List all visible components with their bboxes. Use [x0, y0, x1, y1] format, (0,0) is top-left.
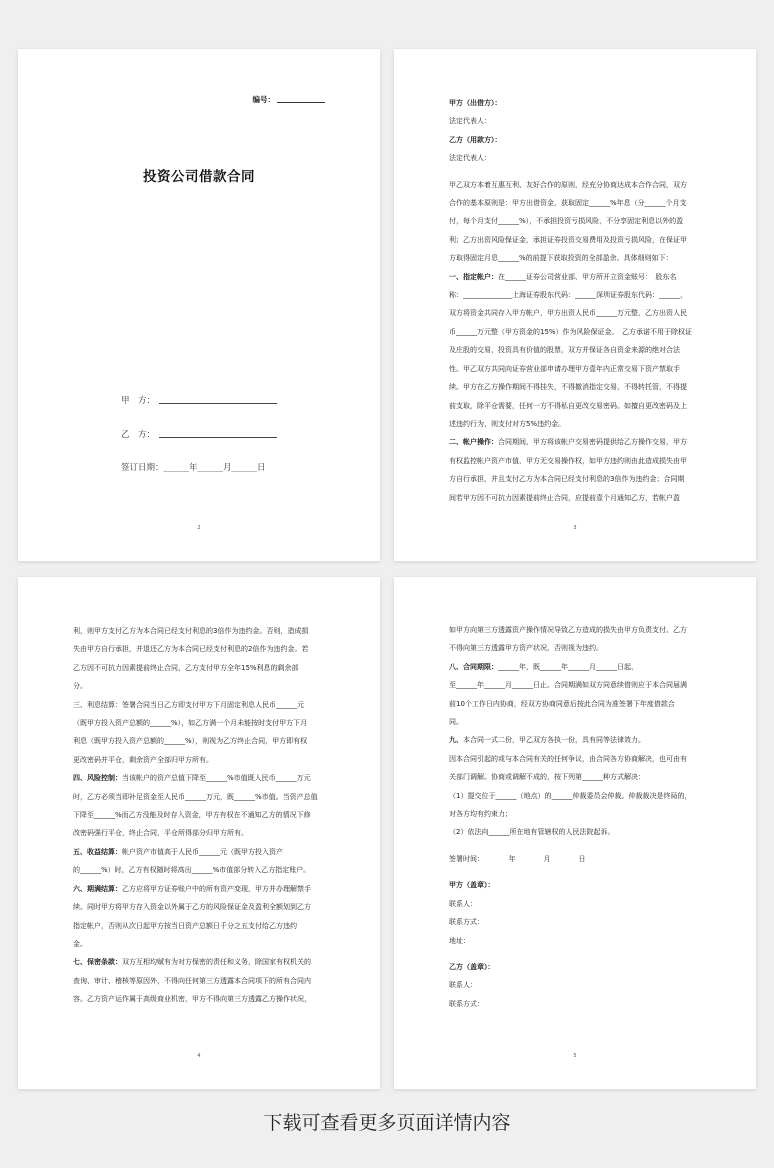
line-text: 容。乙方资产运作属于高级商业机密，甲方不得向第三方透露乙方操作状况， — [73, 995, 311, 1004]
clause-heading: 二、帐户操作： — [449, 438, 498, 447]
text-line — [449, 433, 704, 451]
line-text: （1）提交位于______（地点）的______仲裁委员会仲裁。仲裁裁决是终局的， — [449, 791, 692, 800]
text-line — [449, 304, 704, 322]
line-text: 关部门调解。协商或调解不成的，按下列第______种方式解决： — [449, 773, 645, 782]
text-line — [449, 323, 704, 341]
line-text: （既甲方投入资产总额的______%），如乙方满一个月未能按时支付甲方下月 — [73, 719, 308, 728]
line-text: 甲乙双方本着互惠互利、友好合作的原则，经充分协商达成本合作合同，双方 — [449, 180, 687, 189]
line-text: 因本合同引起的或与本合同有关的任何争议，由合同各方协商解决，也可由有 — [449, 754, 687, 763]
line-text: 利；乙方出资风险保证金，承担证券投资交易费用及投资亏损风险，在保证甲 — [449, 235, 687, 244]
line-text: 前支取，除平仓需要，任何一方不得私自更改交易密码。如擅自更改密码及上 — [449, 401, 687, 410]
text-line — [449, 268, 704, 286]
line-text: 利息（既甲方投入资产总额的______%），则视为乙方终止合同，甲方即有权 — [73, 737, 308, 746]
text-line — [73, 917, 328, 935]
text-line — [449, 913, 704, 931]
paragraph-gap — [449, 842, 704, 850]
line-text: 合同期间，甲方将该帐户交易密码提供给乙方操作交易，甲方 — [498, 438, 687, 447]
text-line — [73, 622, 328, 640]
text-line — [449, 149, 704, 167]
line-text: 的______%）时，乙方有权随时将高出______%市值部分转入乙方指定账户。 — [73, 866, 311, 875]
text-line — [449, 932, 704, 950]
page-number: 4 — [197, 1053, 201, 1059]
line-text: 币______万元整（甲方资金的15%）作为风险保证金。 乙方承诺不用于除权证 — [449, 327, 693, 336]
party-b-label: 乙 方： — [121, 430, 156, 440]
text-line — [449, 805, 704, 823]
text-line — [449, 750, 704, 768]
party-b-line — [121, 428, 277, 440]
text-line — [449, 876, 704, 894]
text-line — [449, 249, 704, 267]
line-text: 下降至______%而乙方没能及时存入资金，甲方有权在不通知乙方的情况下修 — [73, 811, 311, 820]
line-text: 指定帐户，否则从次日起甲方按当日资产总额日千分之五支付给乙方违约 — [73, 921, 297, 930]
clause-heading: 九、 — [449, 736, 463, 745]
text-line — [73, 898, 328, 916]
text-line — [449, 131, 704, 149]
text-line — [449, 895, 704, 913]
line-text: 联系人： — [449, 981, 477, 990]
text-line — [449, 397, 704, 415]
text-line — [449, 713, 704, 731]
line-text: 付，每个月支付______%），不承担投资亏损风险，不分享固定利息以外的盈 — [449, 217, 684, 226]
text-line — [73, 769, 328, 787]
line-text: 不得向第三方透露甲方资产状况，否则视为违约。 — [449, 644, 603, 653]
serial-number-label — [253, 94, 326, 105]
line-text: ______年，既______年______月______日起， — [498, 662, 638, 671]
paragraph-gap — [449, 868, 704, 876]
text-line — [73, 935, 328, 953]
clause-heading: 甲方（盖章）： — [449, 881, 495, 890]
text-line — [449, 415, 704, 433]
line-text: 当该帐户的资产总值下降至______%市值既人民币______万元 — [122, 774, 311, 783]
line-text: 金。 — [73, 939, 87, 948]
line-text: 对各方均有约束力； — [449, 810, 512, 819]
line-text: （2）依法向______所在地有管辖权的人民法院起诉。 — [449, 828, 615, 837]
line-text: 三、利息结算：签署合同当日乙方即支付甲方下月固定利息人民币______元 — [73, 700, 304, 709]
line-text: 至______年______月______日止。合同期满如双方同意续借则应于本合同届满 — [449, 681, 687, 690]
line-text: 更改密码并平仓，剩余资产全部归甲方所有。 — [73, 755, 213, 764]
line-text: 前10个工作日内协商，经双方协商同意后按此合同为准签署下年度借款合 — [449, 699, 675, 708]
text-line — [73, 843, 328, 861]
text-line — [73, 990, 328, 1008]
text-line — [449, 176, 704, 194]
text-line — [449, 378, 704, 396]
line-text: 联系方式： — [449, 918, 484, 927]
clause-heading: 四、风险控制： — [73, 774, 122, 783]
line-text: 联系人： — [449, 899, 477, 908]
text-line — [449, 823, 704, 841]
text-line — [449, 341, 704, 359]
page-body — [449, 621, 704, 1013]
line-text: 称：______________上海证券股东代码：______深圳证券股东代码：______， — [449, 291, 687, 300]
text-line — [73, 714, 328, 732]
document-page-2 — [394, 49, 756, 561]
text-line — [73, 880, 328, 898]
clause-heading: 七、保密条款： — [73, 958, 122, 967]
sign-date-line: 签订日期：______年______月______日 — [121, 463, 266, 473]
serial-underline — [277, 102, 325, 103]
text-line — [449, 676, 704, 694]
contract-title: 投资公司借款合同 — [143, 169, 255, 185]
line-text: 同。 — [449, 718, 463, 727]
text-line — [449, 112, 704, 130]
line-text: 及庄股的交易，投资具有价值的股票，双方并保证各自资金来源的绝对合法 — [449, 346, 680, 355]
text-line — [73, 640, 328, 658]
document-page-1 — [18, 49, 380, 561]
text-line — [449, 958, 704, 976]
line-text: 联系方式： — [449, 999, 484, 1008]
line-text: 查询、审计、稽核等原因外，不得向任何第三方透露本合同项下的所有合同内 — [73, 976, 311, 985]
text-line — [449, 850, 704, 868]
clause-heading: 六、期满结算： — [73, 884, 122, 893]
download-more-caption: 下载可查看更多页面详情内容 — [263, 1112, 511, 1134]
clause-heading: 乙方（盖章）： — [449, 962, 495, 971]
line-text: 性。甲乙双方共同向证券营业部申请办理甲方壹年内正常交易下资产禁取手 — [449, 364, 680, 373]
text-line — [73, 806, 328, 824]
page-body — [73, 622, 328, 1009]
text-line — [449, 976, 704, 994]
line-text: 帐户资产市值高于人民币______元（既甲方投入资产 — [122, 847, 283, 856]
party-b-underline — [159, 437, 277, 438]
line-text: 双方将资金共同存入甲方帐户，甲方出资人民币______万元整，乙方出资人民 — [449, 309, 687, 318]
line-text: 述违约行为，则支付对方5%违约金。 — [449, 419, 566, 428]
text-line — [73, 953, 328, 971]
text-line — [73, 824, 328, 842]
page-number: 3 — [573, 525, 577, 531]
line-text: 乙方应将甲方证券账户中的所有资产变现，甲方并办理解禁手 — [122, 884, 311, 893]
text-line — [449, 470, 704, 488]
text-line — [449, 787, 704, 805]
line-text: 改密码强行平仓，终止合同，平仓所得部分归甲方所有。 — [73, 829, 248, 838]
text-line — [449, 995, 704, 1013]
clause-heading: 一、指定帐户： — [449, 272, 498, 281]
clause-heading: 甲方（出借方）： — [449, 99, 502, 107]
text-line — [73, 751, 328, 769]
party-a-label: 甲 方： — [121, 396, 156, 406]
text-line — [73, 732, 328, 750]
text-line — [73, 972, 328, 990]
text-line — [449, 452, 704, 470]
text-line — [449, 489, 704, 507]
party-a-underline — [159, 403, 277, 404]
line-text: 签署时间： 年 月 日 — [449, 854, 586, 863]
text-line — [449, 94, 704, 112]
clause-heading: 五、收益结算： — [73, 847, 122, 856]
text-line — [73, 788, 328, 806]
line-text: 方自行承担，并且支付乙方为本合同已经支付利息的3倍作为违约金；合同期 — [449, 475, 685, 484]
text-line — [449, 639, 704, 657]
line-text: 法定代表人： — [449, 117, 491, 126]
paragraph-gap — [449, 168, 704, 176]
line-text: 乙方因不可抗力因素提前终止合同，乙方支付甲方全年15%利息的剩余部 — [73, 663, 299, 672]
party-a-line — [121, 394, 277, 406]
line-text: 在______证券公司营业部，甲方所开立资金账号： 股东名 — [498, 272, 677, 281]
text-line — [73, 659, 328, 677]
text-line — [449, 695, 704, 713]
text-line — [449, 194, 704, 212]
text-line — [73, 861, 328, 879]
line-text: 本合同一式二份，甲乙双方各执一份，具有同等法律效力。 — [463, 736, 645, 745]
text-line — [449, 231, 704, 249]
text-line — [449, 731, 704, 749]
text-line — [73, 696, 328, 714]
line-text: 间若甲方因不可抗力因素提前终止合同，应提前壹个月通知乙方，若帐户盈 — [449, 493, 680, 502]
paragraph-gap — [449, 950, 704, 958]
page-body — [449, 94, 704, 507]
line-text: 失由甲方自行承担，并退还乙方为本合同已经支付利息的2倍作为违约金。若 — [73, 645, 309, 654]
text-line — [449, 621, 704, 639]
text-line — [449, 212, 704, 230]
line-text: 续。同时甲方将甲方存入资金以外属于乙方的风险保证金及盈利全额划到乙方 — [73, 903, 311, 912]
line-text: 合作的基本原则是：甲方出借资金，获取固定______%年息（分______个月支 — [449, 199, 687, 208]
document-page-3 — [18, 577, 380, 1089]
line-text: 时，乙方必须当即补足资金至人民币______万元，既______%市值。当资产总值 — [73, 792, 318, 801]
text-line — [449, 286, 704, 304]
line-text: 有权监控帐户资产市值，甲方无交易操作权，如甲方违约则由此造成损失由甲 — [449, 456, 687, 465]
text-line — [449, 360, 704, 378]
line-text: 利，则甲方支付乙方为本合同已经支付利息的3倍作为违约金。否则，造成损 — [73, 627, 309, 635]
page-number: 2 — [197, 525, 201, 531]
line-text: 法定代表人： — [449, 154, 491, 163]
line-text: 续。甲方在乙方操作期间不得挂失，不得撤消指定交易，不得转托管，不得提 — [449, 383, 687, 392]
text-line — [73, 677, 328, 695]
page-number: 5 — [573, 1053, 577, 1059]
text-line — [449, 658, 704, 676]
line-text: 双方互相均赋有为对方保密的责任和义务，除国家有权机关的 — [122, 958, 311, 967]
clause-heading: 八、合同期限： — [449, 662, 498, 671]
line-text: 方取得固定月息______%的前提下获取投资的全部盈余。具体细则如下： — [449, 254, 673, 263]
line-text: 如甲方向第三方透露资产操作情况导致乙方造成的损失由甲方负责支付。乙方 — [449, 626, 687, 634]
clause-heading: 乙方（用款方）： — [449, 135, 502, 144]
serial-label-text: 编号： — [252, 95, 275, 104]
document-page-4 — [394, 577, 756, 1089]
line-text: 分。 — [73, 682, 87, 691]
text-line — [449, 768, 704, 786]
line-text: 地址： — [449, 936, 470, 945]
